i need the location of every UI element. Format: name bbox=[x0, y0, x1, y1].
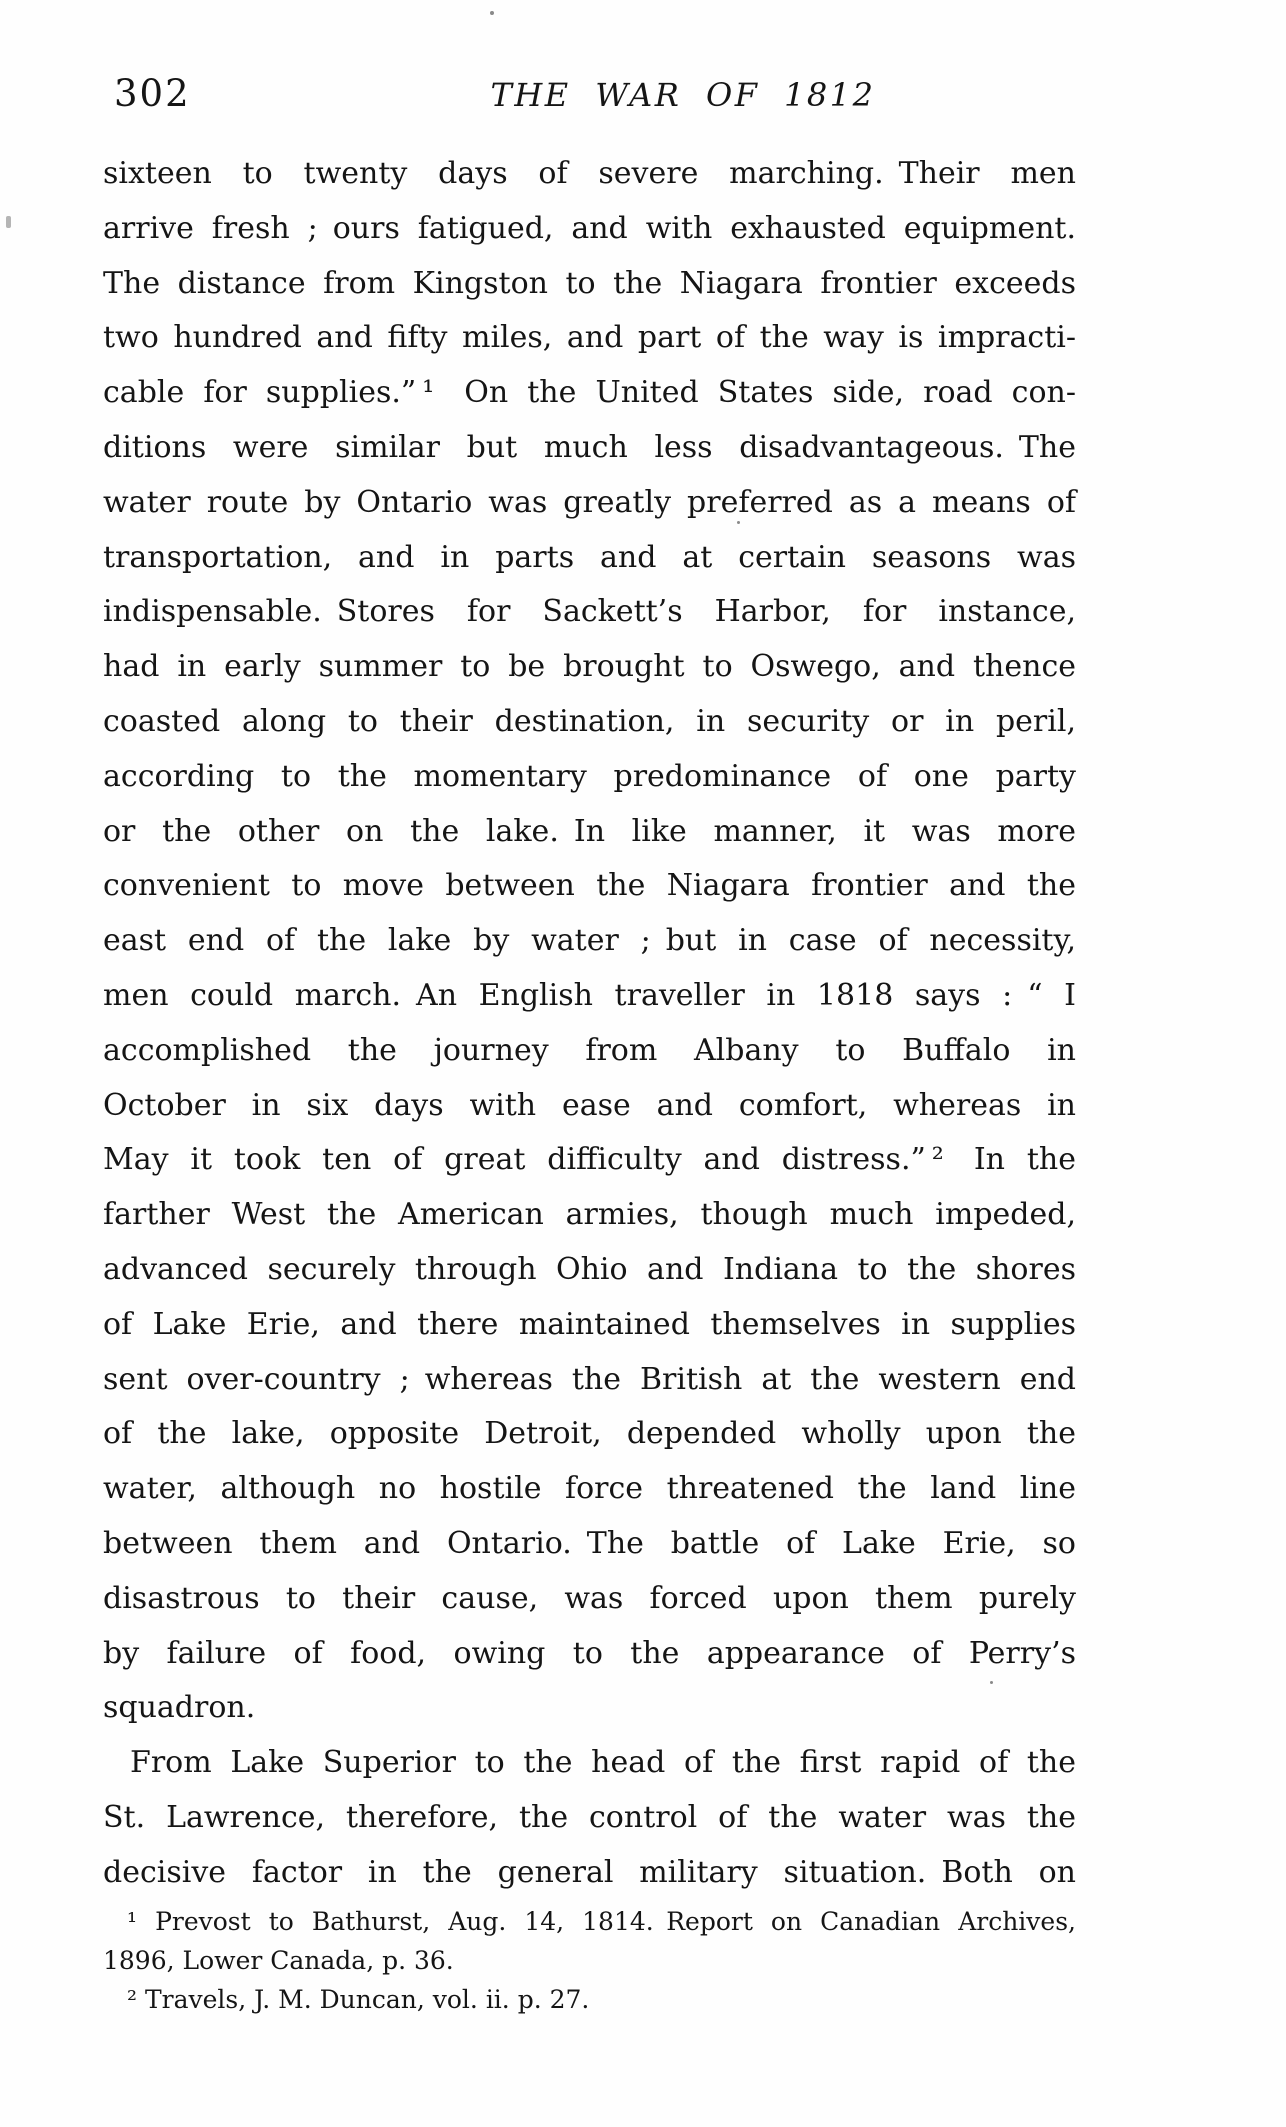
text-line: coasted along to their destination, in security or in peril, bbox=[103, 703, 1076, 739]
text-line: sent over-country ; whereas the British at the western end bbox=[103, 1361, 1076, 1397]
text-line: October in six days with ease and comfort, whereas in bbox=[103, 1087, 1076, 1123]
text-line: ditions were similar but much less disadvantageous. The bbox=[103, 429, 1076, 465]
footnote-line: ² Travels, J. M. Duncan, vol. ii. p. 27. bbox=[127, 1985, 590, 2014]
text-line: or the other on the lake. In like manner, it was more bbox=[103, 813, 1076, 849]
body-text bbox=[103, 147, 1076, 1901]
text-line: indispensable. Stores for Sackett’s Harbor, for instance, bbox=[103, 594, 1076, 630]
text-line: accomplished the journey from Albany to Buffalo in bbox=[103, 1032, 1076, 1068]
paragraph-start-line: From Lake Superior to the head of the first rapid of the bbox=[130, 1745, 1076, 1781]
text-line: of Lake Erie, and there maintained themselves in supplies bbox=[103, 1306, 1076, 1342]
scan-speck bbox=[990, 1681, 993, 1684]
text-line: of the lake, opposite Detroit, depended wholly upon the bbox=[103, 1416, 1076, 1452]
text-line: decisive factor in the general military situation. Both on bbox=[103, 1854, 1076, 1890]
text-line: arrive fresh ; ours fatigued, and with exhausted equipment. bbox=[103, 210, 1076, 246]
text-line: farther West the American armies, though much impeded, bbox=[103, 1197, 1076, 1233]
running-title: THE WAR OF 1812 bbox=[490, 76, 876, 114]
footnotes bbox=[103, 1902, 1076, 2019]
text-line: two hundred and fifty miles, and part of the way is impracti- bbox=[103, 320, 1076, 356]
text-line: disastrous to their cause, was forced upon them purely bbox=[103, 1580, 1076, 1616]
page-number: 302 bbox=[114, 72, 191, 115]
text-line: convenient to move between the Niagara frontier and the bbox=[103, 868, 1076, 904]
text-line: May it took ten of great difficulty and distress.” ² In the bbox=[103, 1142, 1076, 1178]
scan-speck bbox=[6, 216, 11, 228]
text-line: sixteen to twenty days of severe marching. Their men bbox=[103, 156, 1076, 191]
text-line: St. Lawrence, therefore, the control of the water was the bbox=[103, 1799, 1076, 1835]
text-line: advanced securely through Ohio and Indiana to the shores bbox=[103, 1251, 1076, 1287]
text-line: had in early summer to be brought to Oswego, and thence bbox=[103, 649, 1076, 685]
text-line: water, although no hostile force threatened the land line bbox=[103, 1471, 1076, 1507]
text-line: according to the momentary predominance of one party bbox=[103, 758, 1076, 794]
text-line: by failure of food, owing to the appearance of Perry’s bbox=[103, 1635, 1076, 1671]
footnote-line: 1896, Lower Canada, p. 36. bbox=[103, 1946, 454, 1975]
scan-speck bbox=[737, 521, 740, 524]
text-line: cable for supplies.” ¹ On the United States side, road con- bbox=[103, 375, 1076, 411]
footnote-line: ¹ Prevost to Bathurst, Aug. 14, 1814. Report on Canadian Archives, bbox=[127, 1907, 1076, 1936]
text-line: transportation, and in parts and at certain seasons was bbox=[103, 539, 1076, 575]
paragraph-end-line: squadron. bbox=[103, 1690, 256, 1726]
text-line: east end of the lake by water ; but in case of necessity, bbox=[103, 923, 1076, 959]
text-line: The distance from Kingston to the Niagara frontier exceeds bbox=[103, 265, 1076, 301]
text-line: water route by Ontario was greatly preferred as a means of bbox=[103, 484, 1076, 520]
scan-speck bbox=[490, 11, 494, 15]
text-line: men could march. An English traveller in 1818 says : “ I bbox=[103, 977, 1076, 1013]
text-line: between them and Ontario. The battle of Lake Erie, so bbox=[103, 1525, 1076, 1561]
